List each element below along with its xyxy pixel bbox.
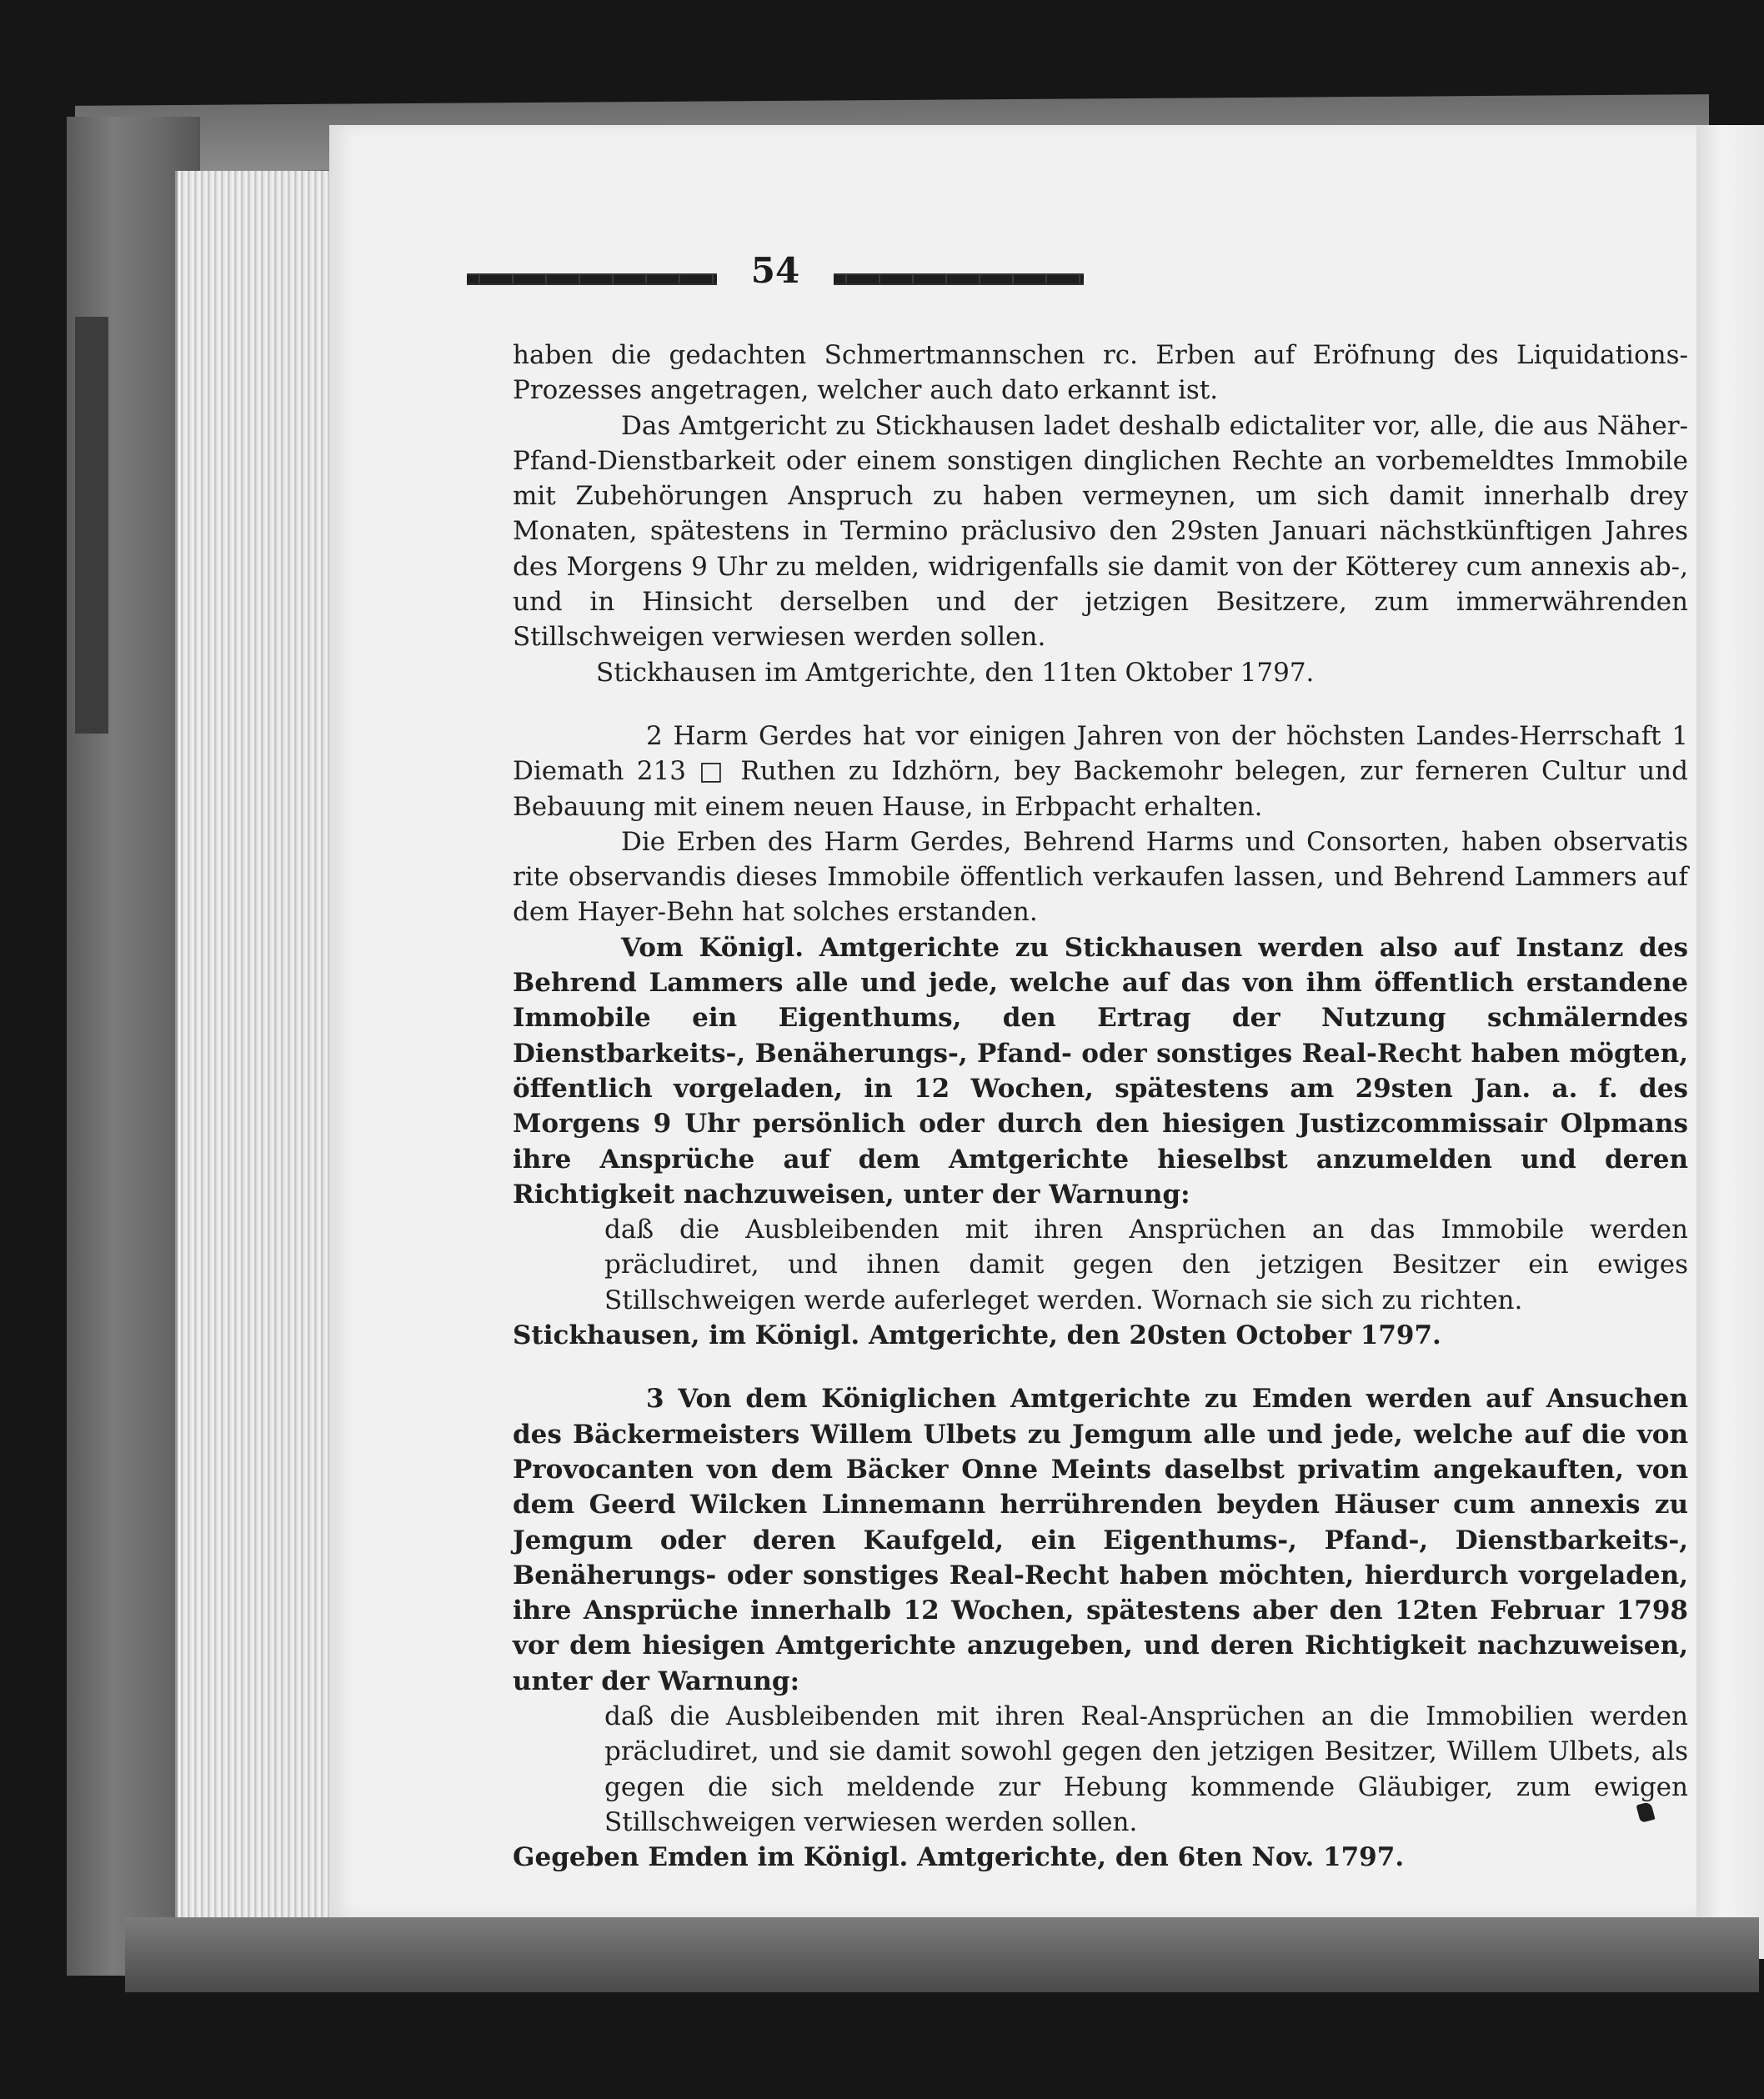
paragraph: Die Erben des Harm Gerdes, Behrend Harms und Consorten, haben observatis rite observandis dieses Immobile öffentlich verkaufen lassen, und Behrend Lammers auf dem Hayer-Behn hat solches erstanden. [513, 826, 1688, 928]
closing-line: Gegeben Emden im Königl. Amtgerichte, den 6ten Nov. 1797. [513, 1842, 1405, 1873]
warning-text: daß die Ausbleibenden mit ihren Real-Ansprüchen an die Immobilien werden präcludiret, und sie damit sowohl gegen den jetzigen Besitzer, Willem Ulbets, als gegen die sich meldende zur Hebung kommende Gläubiger, zum ewigen Stillschweigen verwiesen werden sollen. [604, 1701, 1688, 1837]
paragraph: 3 Von dem Königlichen Amtgerichte zu Emden werden auf Ansuchen des Bäckermeisters Willem Ulbets zu Jemgum alle und jede, welche auf die von Provocanten von dem Bäcker Onne Meints daselbst privatim angekauften, von dem Geerd Wilcken Linnemann herrührenden beyden Häuser cum annexis zu Jemgum oder deren Kaufgeld, ein Eigenthums-, Pfand-, Dienstbarkeits-, Benäherungs- oder sonstiges Real-Recht haben möchten, hierdurch vorgeladen, ihre Ansprüche innerhalb 12 Wochen, spätestens aber den 12ten Februar 1798 vor dem hiesigen Amtgerichte anzugeben, und deren Richtigkeit nachzuweisen, unter der Warnung: [513, 1384, 1688, 1696]
page-edges [175, 171, 344, 1946]
paragraph: 2 Harm Gerdes hat vor einigen Jahren von der höchsten Landes-Herrschaft 1 Diemath 213 □ Ruthen zu Idzhörn, bey Backemohr belegen, zur ferneren Cultur und Bebauung mit einem neuen Hause, in Erbpacht erhalten. [513, 720, 1688, 822]
page-header [467, 250, 1300, 300]
page-number: 54 [750, 250, 800, 291]
closing-line: Stickhausen, im Königl. Amtgerichte, den 20sten October 1797. [513, 1320, 1441, 1351]
book-cover-bottom [125, 1917, 1759, 1992]
section-gap [513, 1353, 1688, 1381]
paragraph: haben die gedachten Schmertmannschen rc. Erben auf Eröfnung des Liquidations-Prozesses angetragen, welcher auch dato erkannt ist. [513, 340, 1688, 406]
header-rule-left [467, 273, 717, 285]
paragraph: Vom Königl. Amtgerichte zu Stickhausen werden also auf Instanz des Behrend Lammers alle und jede, welche auf das von ihm öffentlich erstandene Immobile ein Eigenthums, den Ertrag der Nutzung schmälerndes Dienstbarkeits-, Benäherungs-, Pfand- oder sonstiges Real-Recht haben mögten, öffentlich vorgeladen, in 12 Wochen, spätestens am 29sten Jan. a. f. des Morgens 9 Uhr persönlich oder durch den hiesigen Justizcommissair Olpmans ihre Ansprüche auf dem Amtgerichte hieselbst anzumelden und deren Richtigkeit nachzuweisen, unter der Warnung: [513, 932, 1688, 1210]
paragraph: Das Amtgericht zu Stickhausen ladet deshalb edictaliter vor, alle, die aus Näher-Pfand-Dienstbarkeit oder einem sonstigen dinglichen Rechte an vorbemeldtes Immobile mit Zubehörungen Anspruch zu haben vermeynen, um sich damit innerhalb drey Monaten, spätestens in Termino präclusivo den 29sten Januari nächstkünftigen Jahres des Morgens 9 Uhr zu melden, widrigenfalls sie damit von der Kötterey cum annexis ab-, und in Hinsicht derselben und der jetzigen Besitzere, zum immerwährenden Stillschweigen verwiesen werden sollen. [513, 410, 1688, 653]
warning-text: daß die Ausbleibenden mit ihren Ansprüchen an das Immobile werden präcludiret, und ihnen damit gegen den jetzigen Besitzer ein ewiges Stillschweigen werde auferleget werden. Wornach sie sich zu richten. [604, 1215, 1688, 1315]
page-text [513, 338, 1688, 1875]
book-spine-shadow [75, 317, 108, 734]
book-cover-right [1692, 125, 1764, 1959]
header-rule-right [834, 273, 1084, 285]
section-gap [513, 690, 1688, 719]
closing-line: Stickhausen im Amtgerichte, den 11ten Oktober 1797. [596, 657, 1315, 688]
